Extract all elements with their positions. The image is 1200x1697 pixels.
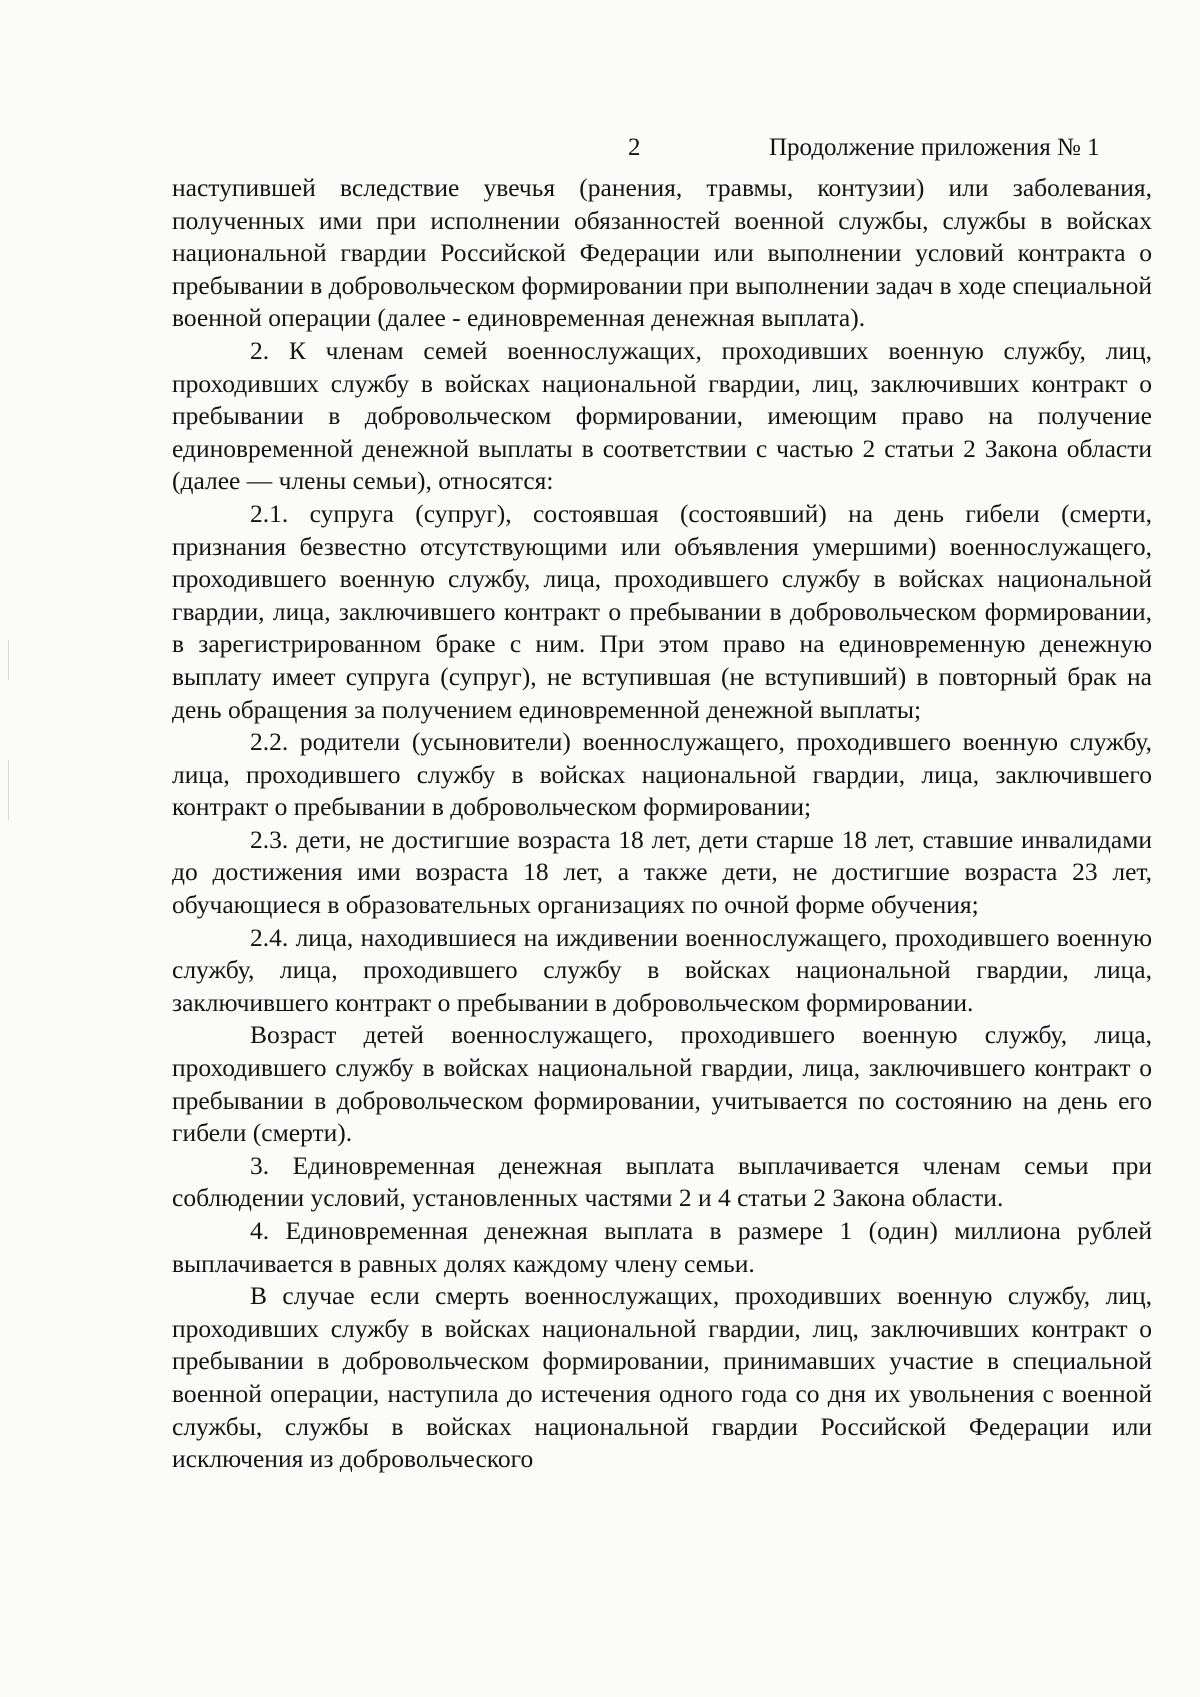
page-number: 2 <box>628 134 641 161</box>
paragraph: 4. Единовременная денежная выплата в размере 1 (один) миллиона рублей выплачивается в равных долях каждому члену семьи. <box>172 1216 1152 1278</box>
paragraph: 2.3. дети, не достигшие возраста 18 лет, дети старше 18 лет, ставшие инвалидами до достижения ими возраста 18 лет, а также дети, не достигшие возраста 23 лет, обучающиеся в образовательных организациях по очной форме обучения; <box>172 824 1152 920</box>
scan-edge-mark <box>8 640 9 680</box>
paragraph: 2. К членам семей военнослужащих, проходивших военную службу, лиц, проходивших службу в войсках национальной гвардии, лиц, заключивших контракт о пребывании в добровольческом формировании, имеющим право на получение единовременной денежной выплаты в соответствии с частью 2 статьи 2 Закона области (далее — члены семьи), относятся: <box>172 335 1152 496</box>
paragraph: 2.4. лица, находившиеся на иждивении военнослужащего, проходившего военную службу, лица, проходившего службу в войсках национальной гвардии, лица, заключившего контракт о пребывании в добровольческом формировании. <box>172 922 1152 1017</box>
paragraph: наступившей вследствие увечья (ранения, травмы, контузии) или заболевания, полученных ими при исполнении обязанностей военной службы, службы в войсках национальной гвардии Российской Федерации или выполнении условий контракта о пребывании в добровольческом формировании при выполнении задач в ходе специальной военной операции (далее - единовременная денежная выплата). <box>172 173 1152 333</box>
paragraph: 3. Единовременная денежная выплата выплачивается членам семьи при соблюдении условий, установленных частями 2 и 4 статьи 2 Закона области. <box>172 1150 1152 1213</box>
page-header <box>0 128 1200 168</box>
document-body <box>172 172 1152 1476</box>
paragraph: 2.1. супруга (супруг), состоявшая (состоявший) на день гибели (смерти, признания безвестно отсутствующими или объявления умершими) военнослужащего, проходившего военную службу, лица, проходившего службу в войсках национальной гвардии, лица, заключившего контракт о пребывании в добровольческом формировании, в зарегистрированном браке с ним. При этом право на единовременную денежную выплату имеет супруга (супруг), не вступившая (не вступивший) в повторный брак на день обращения за получением единовременной денежной выплаты; <box>172 498 1152 724</box>
paragraph: 2.2. родители (усыновители) военнослужащего, проходившего военную службу, лица, проходившего службу в войсках национальной гвардии, лица, заключившего контракт о пребывании в добровольческом формировании; <box>172 727 1152 822</box>
paragraph: Возраст детей военнослужащего, проходившего военную службу, лица, проходившего службу в войсках национальной гвардии, лица, заключившего контракт о пребывании в добровольческом формировании, учитывается по состоянию на день его гибели (смерти). <box>172 1020 1152 1148</box>
scan-edge-mark <box>8 760 9 820</box>
paragraph: В случае если смерть военнослужащих, проходивших военную службу, лиц, проходивших службу в войсках национальной гвардии, лиц, заключивших контракт о пребывании в добровольческом формировании, принимавших участие в специальной военной операции, наступила до истечения одного года со дня их увольнения с военной службы, службы в войсках национальной гвардии Российской Федерации или исключения из добровольческого <box>172 1281 1152 1474</box>
appendix-continuation-label: Продолжение приложения № 1 <box>769 134 1100 161</box>
